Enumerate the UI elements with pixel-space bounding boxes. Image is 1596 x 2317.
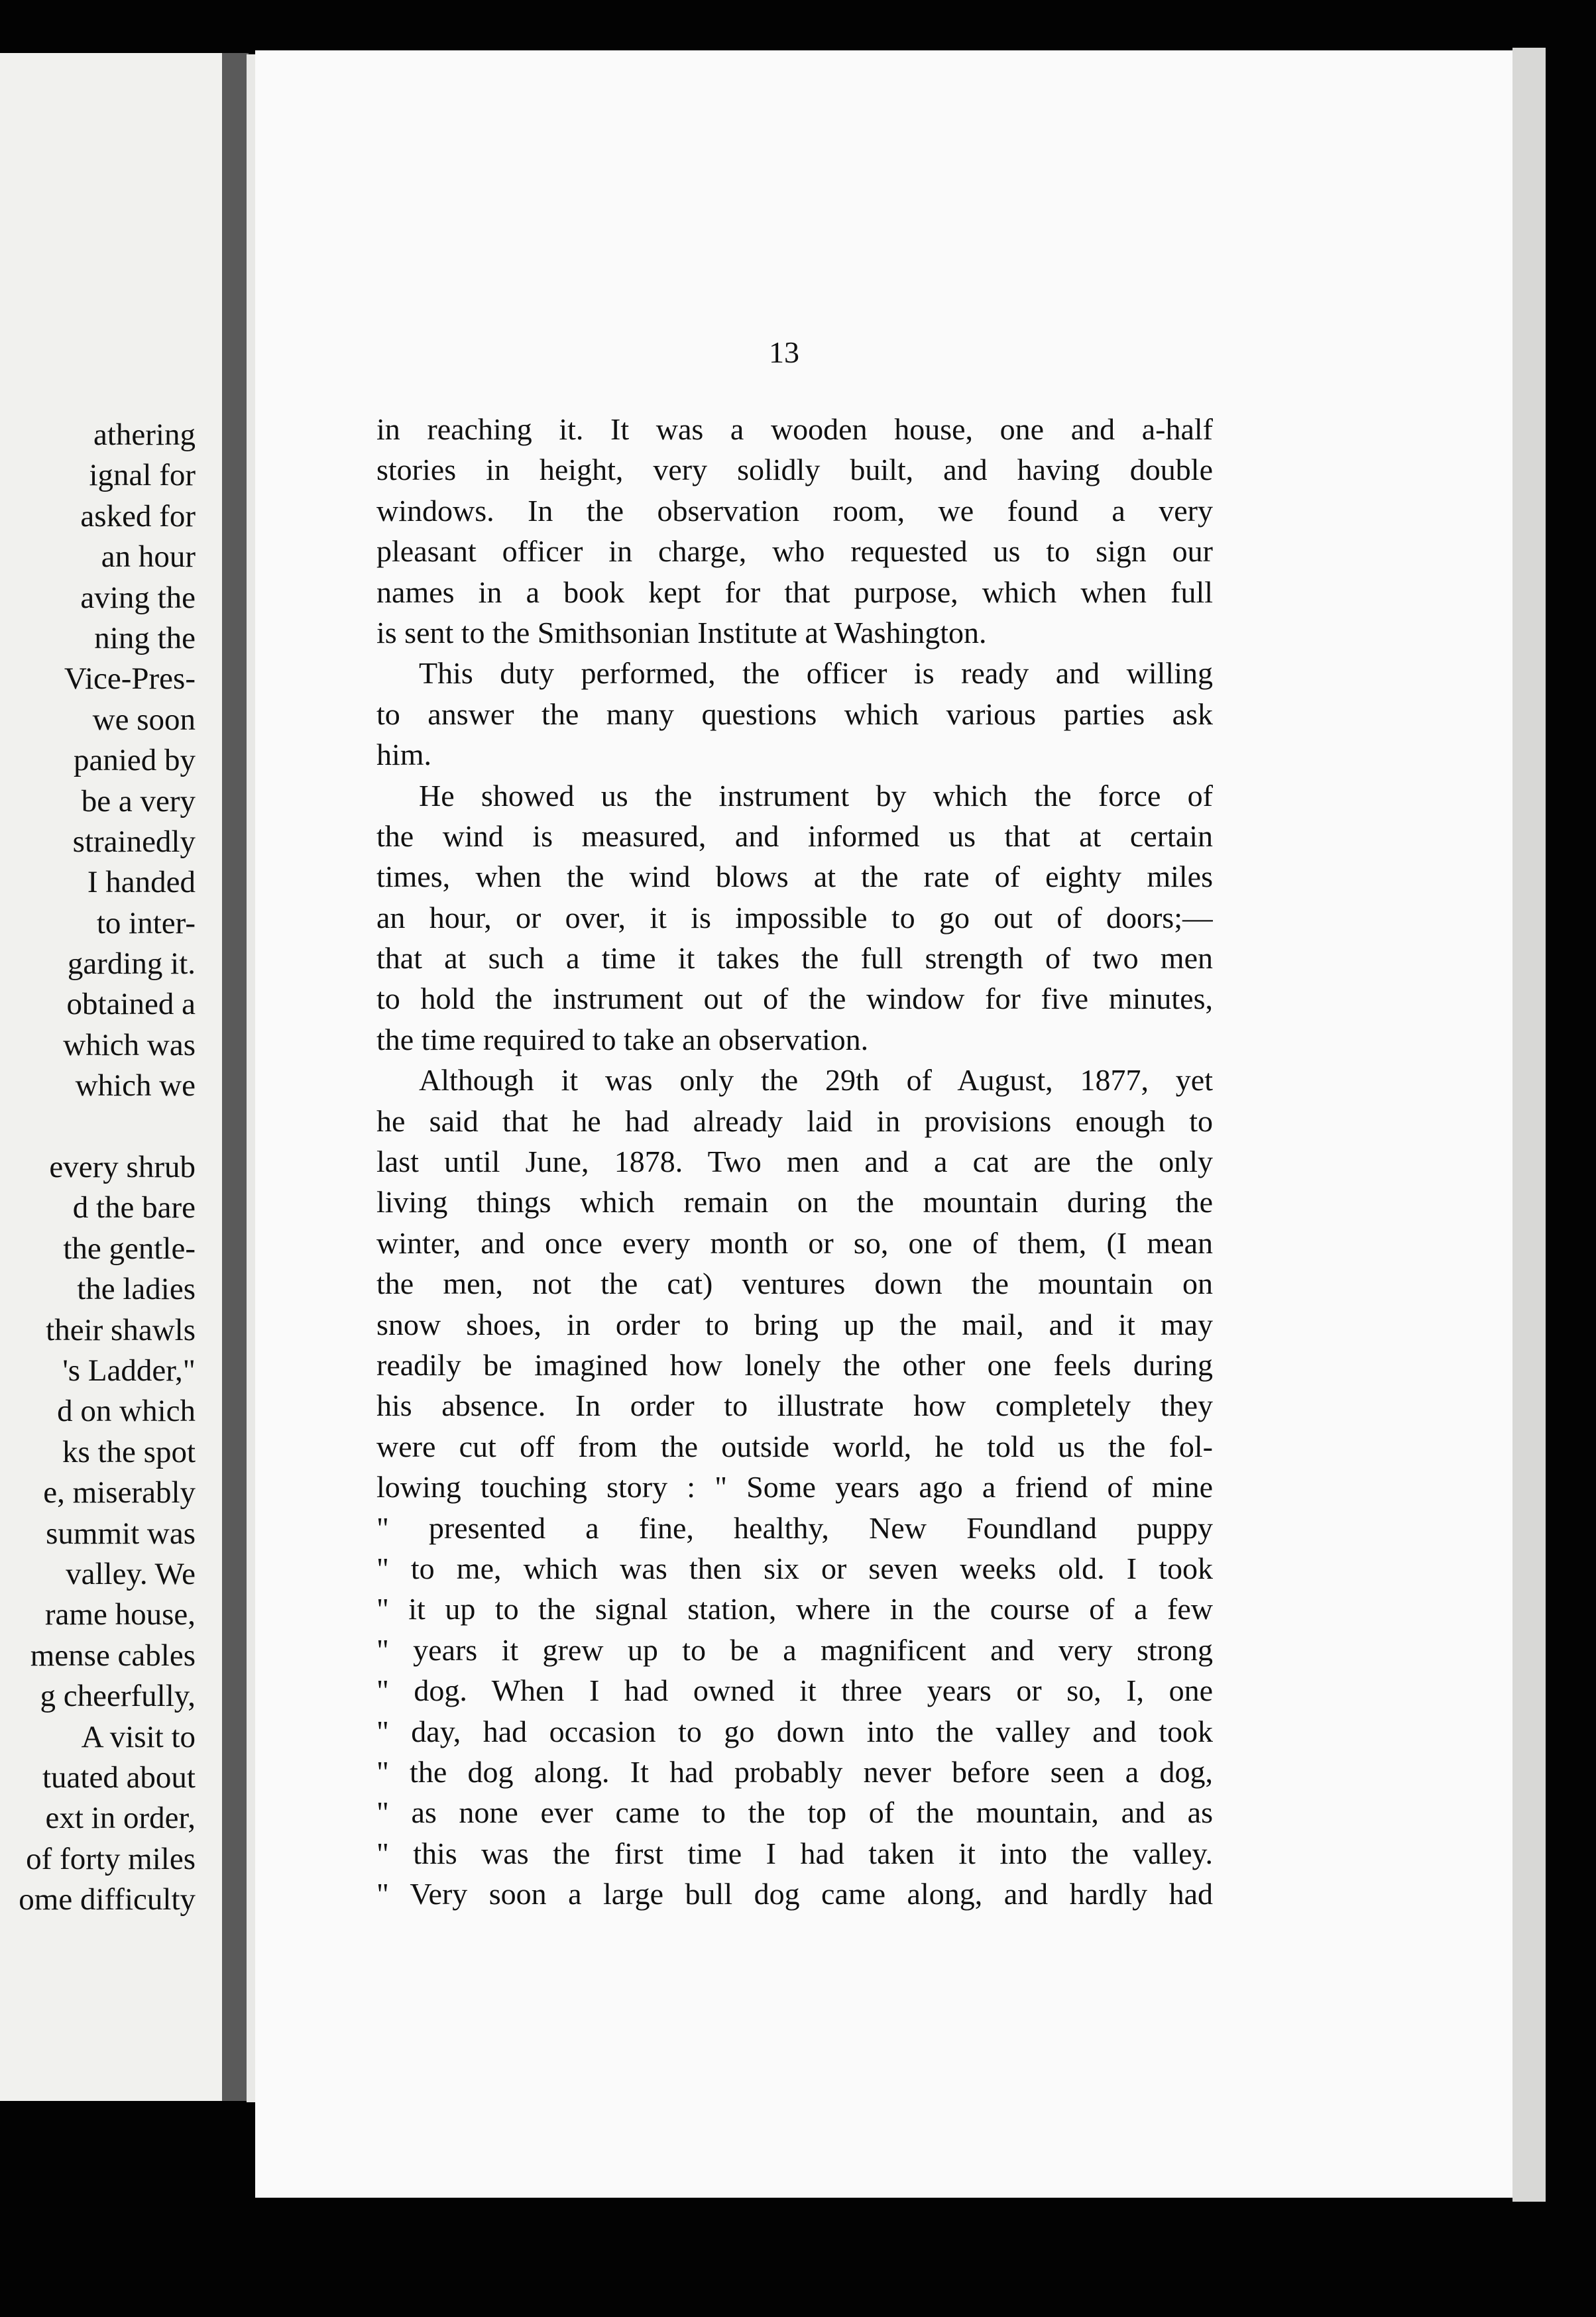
text-line: This duty performed, the officer is ready and willing [419,656,1213,691]
text-line: " day, had occasion to go down into the valley and took [376,1714,1213,1748]
page-gutter-shadow [222,53,249,2101]
left-page-line: panied by [73,743,196,778]
text-line: the time required to take an observation. [376,1022,869,1056]
text-line: names in a book kept for that purpose, which when full [376,575,1213,609]
left-page-line: the gentle- [63,1231,196,1266]
left-page-line [0,1107,196,1147]
text-line: him. [376,738,432,772]
text-line: last until June, 1878. Two men and a cat are the only [376,1145,1213,1179]
left-page-line: the ladies [77,1272,196,1307]
left-page-line: of forty miles [26,1841,196,1876]
left-page-line: ome difficulty [19,1882,196,1917]
left-page-text [0,415,196,1920]
body-text [376,409,1213,1914]
text-line: " to me, which was then six or seven weeks old. I took [376,1551,1213,1585]
text-line: Although it was only the 29th of August, 1877, yet [419,1063,1213,1098]
left-page-line: every shrub [49,1150,196,1185]
left-page-line: asked for [80,498,196,534]
left-page-line: 's Ladder," [62,1353,196,1388]
text-line: snow shoes, in order to bring up the mail, and it may [376,1307,1213,1341]
left-page-line: mense cables [30,1638,196,1673]
text-line: times, when the wind blows at the rate of eighty miles [376,860,1213,894]
text-line: is sent to the Smithsonian Institute at Washington. [376,615,987,650]
text-line: " as none ever came to the top of the mountain, and as [376,1795,1213,1830]
left-page-line: strainedly [72,824,196,859]
left-page-line: rame house, [44,1597,196,1632]
text-line: " the dog along. It had probably never before seen a dog, [376,1754,1213,1789]
left-page-line: valley. We [66,1556,196,1591]
left-page-line: obtained a [66,987,196,1022]
left-page-line: which we [75,1068,196,1103]
page-edge [1512,48,1546,2202]
text-line: living things which remain on the mountain during the [376,1185,1213,1219]
left-page-line: aving the [80,580,196,615]
text-line: " this was the first time I had taken it into the valley. [376,1836,1213,1870]
left-page-line: ext in order, [45,1801,196,1836]
left-page-line: d on which [57,1394,196,1429]
text-line: pleasant officer in charge, who requested us to sign our [376,534,1213,569]
text-line: the men, not the cat) ventures down the mountain on [376,1267,1213,1301]
left-page-line: ks the spot [62,1434,196,1469]
left-page-line: athering [93,418,196,452]
left-page-line: garding it. [67,946,196,982]
text-line: to answer the many questions which various parties ask [376,697,1213,731]
text-line: were cut off from the outside world, he told us the fol- [376,1429,1213,1463]
text-line: " years it grew up to be a magnificent and very strong [376,1632,1213,1667]
left-page-line: d the bare [72,1190,196,1225]
left-page-line: we soon [92,702,196,737]
left-page-line: I handed [87,865,196,900]
left-page-line: their shawls [46,1312,196,1347]
left-page-line: an hour [101,539,196,575]
left-page-line: be a very [81,783,196,819]
left-page-line: A visit to [81,1719,196,1754]
text-line: that at such a time it takes the full strength of two men [376,941,1213,976]
text-line: " it up to the signal station, where in the course of a few [376,1592,1213,1626]
text-line: " presented a fine, healthy, New Foundland puppy [376,1510,1213,1545]
left-page-line: ning the [94,620,196,655]
text-line: in reaching it. It was a wooden house, one and a-half [376,412,1213,446]
text-line: an hour, or over, it is impossible to go out of doors;— [376,900,1213,934]
text-line: readily be imagined how lonely the other one feels during [376,1347,1213,1382]
left-page-line: g cheerfully, [40,1679,196,1714]
page-number: 13 [769,335,799,369]
left-page-line: which was [63,1027,196,1062]
left-page-line: tuated about [42,1760,196,1795]
text-line: windows. In the observation room, we found a very [376,493,1213,528]
left-page-line: to inter- [96,905,196,940]
text-line: the wind is measured, and informed us that at certain [376,819,1213,853]
left-page-line: summit was [46,1516,196,1551]
text-line: winter, and once every month or so, one of them, (I mean [376,1225,1213,1260]
text-line: lowing touching story : " Some years ago a friend of mine [376,1470,1213,1504]
text-line: to hold the instrument out of the window for five minutes, [376,982,1213,1016]
text-line: " Very soon a large bull dog came along, and hardly had [376,1877,1213,1911]
text-line: his absence. In order to illustrate how completely they [376,1388,1213,1423]
left-page-line: e, miserably [43,1475,196,1510]
text-line: He showed us the instrument by which the force of [419,778,1213,813]
text-line: " dog. When I had owned it three years or so, I, one [376,1673,1213,1708]
text-line: he said that he had already laid in provisions enough to [376,1103,1213,1138]
left-page-line: ignal for [89,458,196,493]
text-line: stories in height, very solidly built, and having double [376,453,1213,487]
left-page-line: Vice-Pres- [64,661,196,697]
